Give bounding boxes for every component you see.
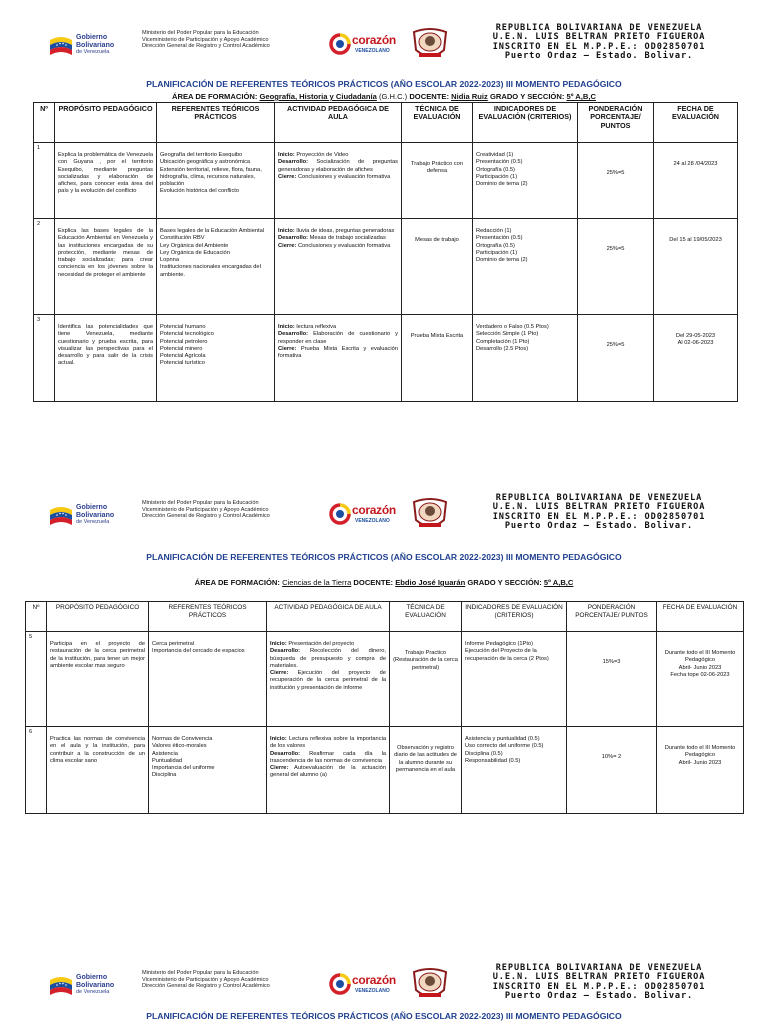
indicador-item: Ortografía (0.5) [476,166,515,173]
school-line: INSCRITO EN EL M.P.P.E.: OD02850701 [492,511,706,522]
actividad-value: lluvia de ideas, preguntas generadoras [296,228,395,234]
tecnica-cell: Trabajo Practico (Restauración de la cerca perimetral) [390,632,462,727]
indicador-item: Desarrollo (2.5 Ptos) [476,345,529,352]
school-line: REPUBLICA BOLIVARIANA DE VENEZUELA [495,23,703,33]
grado-value: 5º A,B,C [543,578,574,587]
actividad-item [270,641,386,648]
docente-value: Ebdio José Iguarán [395,578,466,587]
school-crest-icon [410,26,450,62]
grado-value: 5º A,B,C [566,92,596,101]
gob-line: de Venezuela [76,989,110,995]
actividad-cell [267,727,390,814]
indicadores-cell [462,632,567,727]
school-line: REPUBLICA BOLIVARIANA DE VENEZUELA [495,963,703,973]
actividad-value: lectura reflexiva [296,324,337,330]
corazon-venezolano-logo [328,30,400,60]
ministry-text [142,30,322,50]
gob-line: Bolivariano [76,41,115,49]
planning-table [25,601,744,814]
actividad-item [270,751,386,766]
actividad-item [278,228,398,235]
proposito-cell: Participa en el proyecto de restauración de la cerca perimetral de la institución, para tener un mejor ambiente escolar mas seguro [47,632,149,727]
ministry-line: Ministerio del Poder Popular para la Educación [142,970,259,976]
area-value: Ciencias de la Tierra [282,578,352,587]
indicador-item: Ejecución del Proyecto de la recuperación de la cerca (2 Ptos) [465,648,549,662]
indicador-item: Creatividad (1) [476,152,514,158]
actividad-item [270,736,386,751]
actividad-key: Cierre: [278,173,297,180]
ministry-line: Viceministerio de Participación y Apoyo Académico [142,36,269,43]
indicador-item: Participación (1) [476,249,518,256]
row-number: 6 [26,727,47,814]
tecnica-cell: Prueba Mixta Escrita [402,315,473,402]
fecha-cell [654,143,738,219]
actividad-item [278,324,398,331]
column-header: REFERENTES TEÓRICOS PRÁCTICOS [149,602,267,632]
fecha-item: Durante todo el III Momento Pedagógico [664,745,736,759]
referente-item: Puntualidad [152,757,183,764]
referente-item: Evolución histórica del conflicto [160,188,240,195]
heart-logo-icon [328,32,352,56]
area-label: ÁREA DE FORMACIÓN: [194,578,280,587]
actividad-cell [275,315,402,402]
gobierno-bolivariano-logo [48,30,140,60]
column-header: REFERENTES TEÓRICOS PRÁCTICOS [157,103,275,143]
planning-table [33,102,738,402]
ponderacion-cell: 10%= 2 [567,727,657,814]
actividad-value: Mesas de trabajo socializadas [309,235,386,242]
area-label: ÁREA DE FORMACIÓN: [172,92,258,101]
gobierno-bolivariano-logo [48,970,140,1000]
actividad-key: Inicio: [270,641,287,647]
school-line: REPUBLICA BOLIVARIANA DE VENEZUELA [495,493,703,503]
referente-item: Ubicación geográfica y astronómica [160,159,251,166]
school-line: INSCRITO EN EL M.P.P.E.: OD02850701 [492,41,706,52]
proposito-cell: Explica la problemática de Venezuela con Guyana , por el territorio Esequibo, mediante preguntas socializadas y elaboración de afiches, para conocer esta área del país y la evolución del conflicto [55,143,157,219]
table-header-row [26,602,744,632]
indicador-item: Informe Pedagógico (1Pto) [465,641,533,647]
docente-label: DOCENTE: [409,92,449,101]
grado-label: GRADO Y SECCIÓN: [489,92,565,101]
school-crest-icon [410,966,450,1002]
proposito-cell: Explica las bases legales de la Educación Ambiental en Venezuela y las instituciones encargadas de su protección, mediante mesas de trabajo socializadas; para crear conciencia en los jóvenes sobre la necesidad de proteger el ambiente [55,219,157,315]
column-header: Nº [26,602,47,632]
referentes-cell [157,143,275,219]
row-number: 2 [34,219,55,315]
column-header: INDICADORES DE EVALUACIÓN (CRITERIOS) [473,103,578,143]
actividad-value: Recolección del dinero, búsqueda de presupuesto y compra de materiales. [270,648,386,669]
grado-label: GRADO Y SECCIÓN: [467,578,542,587]
actividad-value: Socialización de preguntas generadoras y elaboración de afiches [278,159,398,173]
area-extra: (G.H.C.) [378,92,408,101]
ponderacion-cell: 15%=3 [567,632,657,727]
row-number: 5 [26,632,47,727]
actividad-value: Conclusiones y evaluación formativa [297,173,391,180]
area-value: Geografía, Historia y Ciudadanía [259,92,377,101]
fecha-item: Fecha tope 02-06-2023 [670,671,730,678]
row-number: 3 [34,315,55,402]
indicador-item: Presentación (0.5) [476,159,523,166]
gobierno-bolivariano-logo [48,500,140,530]
actividad-item [278,174,398,181]
referente-item: Potencial Agrícola [160,353,206,360]
heart-logo-icon [328,502,352,526]
indicador-item: Uso correcto del uniforme (0.5) [465,743,544,750]
indicadores-cell [473,219,578,315]
referente-item: Normas de Convivencia [152,736,213,742]
actividad-key: Inicio: [278,324,295,330]
actividad-value: Ejecución del proyecto de recuperación de la cerca perimetral de la institución y presentación de informe [270,670,386,691]
tecnica-cell: Observación y registro diario de las actitudes de la alumno durante su permanencia en el aula [390,727,462,814]
school-info [474,494,724,531]
referente-item: Potencial turístico [160,360,205,367]
table-header-row [34,103,738,143]
column-header: FECHA DE EVALUACIÓN [657,602,744,632]
fecha-item: Abril- Junio 2023 [678,759,722,766]
referente-item: Lopnna [160,257,179,264]
school-line: U.E.N. LUIS BELTRAN PRIETO FIGUEROA [492,502,706,513]
actividad-key: Cierre: [278,345,297,352]
docente-value: Nidia Ruiz [451,92,488,101]
actividad-key: Inicio: [278,152,295,158]
referente-item: Bases legales de la Educación Ambiental [160,228,265,234]
indicador-item: Dominio de tema (2) [476,181,528,188]
corazon-text: corazón [352,503,396,517]
school-line: Puerto Ordaz – Estado. Bolivar. [504,50,694,61]
ministry-text [142,500,322,520]
actividad-item [278,346,398,361]
row-number: 1 [34,143,55,219]
referente-item: Potencial petrolero [160,338,208,345]
page-header [0,492,768,538]
docente-label: DOCENTE: [353,578,394,587]
actividad-value: Elaboración de cuestionario y responder en clase [278,331,398,345]
ministry-line: Ministerio del Poder Popular para la Educación [142,500,259,506]
actividad-key: Cierre: [270,765,289,772]
gob-line: Gobierno [76,34,108,41]
actividad-value: Autoevaluación de la actuación general del alumno (a) [270,765,386,779]
ministry-line: Ministerio del Poder Popular para la Educación [142,30,259,36]
referente-item: Potencial minero [160,345,203,352]
column-header: INDICADORES DE EVALUACIÓN (CRITERIOS) [462,602,567,632]
referente-item: Potencial humano [160,324,206,330]
referente-item: Importancia del uniforme [152,765,215,772]
school-line: INSCRITO EN EL M.P.P.E.: OD02850701 [492,981,706,992]
column-header: TÉCNICA DE EVALUACIÓN [390,602,462,632]
school-info [474,964,724,1001]
actividad-value: Prueba Mixta Escrita y evaluación formativa [278,345,398,360]
ministry-line: Dirección General de Registro y Control Académico [142,513,270,520]
indicador-item: Asistencia y puntualidad (0.5) [465,736,540,742]
indicador-item: Disciplina (0.5) [465,750,503,757]
actividad-item [270,765,386,780]
proposito-cell: Identifica las potencialidades que tiene Venezuela, mediante cuestionario y prueba escrita, para visualizar las perspectivas para el desarrollo y para salir de la crisis actual. [55,315,157,402]
actividad-item [278,235,398,242]
actividad-key: Cierre: [270,670,289,677]
ministry-line: Dirección General de Registro y Control Académico [142,983,270,990]
page-header [0,22,768,68]
column-header: TÉCNICA DE EVALUACIÓN [402,103,473,143]
venezuela-flag-icon [48,32,74,58]
actividad-value: Proyección de Video [296,152,349,158]
referente-item: Cerca perimetral [152,641,195,647]
referente-item: Asistencia [152,750,178,757]
fecha-cell [654,219,738,315]
school-line: Puerto Ordaz – Estado. Bolivar. [504,520,694,531]
actividad-value: Reafirmar cada día la trascendencia de las normas de convivencia [270,750,386,764]
actividad-item [278,152,398,159]
actividad-cell [267,632,390,727]
actividad-value: Lectura reflexiva sobre la importancia de los valores [270,736,386,750]
school-crest-icon [410,496,450,532]
actividad-key: Cierre: [278,242,297,249]
indicadores-cell [462,727,567,814]
fecha-cell [654,315,738,402]
gob-line: de Venezuela [76,49,110,55]
actividad-key: Desarrollo: [278,235,309,242]
referente-item: Ley Orgánica del Ambiente [160,242,229,249]
indicador-item: Ortografía (0.5) [476,242,515,249]
column-header: PONDERACIÓN PORCENTAJE/ PUNTOS [578,103,654,143]
fecha-item: 24 al 28 /04/2023 [673,161,718,167]
school-line: Puerto Ordaz – Estado. Bolivar. [504,990,694,1001]
column-header: PONDERACIÓN PORCENTAJE/ PUNTOS [567,602,657,632]
column-header: Nº [34,103,55,143]
indicador-item: Selección Simple (1 Pto) [476,331,539,338]
table-row [34,219,738,315]
actividad-value: Conclusiones y evaluación formativa [297,242,391,249]
gob-line: Gobierno [76,974,108,981]
indicador-item: Redacción (1) [476,228,512,234]
fecha-item: Al 02-06-2023 [677,340,714,347]
corazon-text: corazón [352,33,396,47]
fecha-item: Del 29-05-2023 [675,333,716,339]
referente-item: Importancia del cercado de espacios [152,648,245,655]
fecha-item: Abril- Junio 2023 [678,664,722,671]
page-title: PLANIFICACIÓN DE REFERENTES TEÓRICOS PRÁCTICOS (AÑO ESCOLAR 2022-2023) III MOMENTO PEDAGÓGICO [146,552,622,562]
school-line: U.E.N. LUIS BELTRAN PRIETO FIGUEROA [492,972,706,983]
actividad-key: Inicio: [270,736,287,742]
actividad-key: Desarrollo: [270,750,301,757]
fecha-item: Durante todo el III Momento Pedagógico [664,650,736,664]
page-header [0,962,768,1008]
referente-item: Disciplina [152,772,177,779]
actividad-cell [275,219,402,315]
school-info [474,24,724,61]
indicadores-cell [473,143,578,219]
page-title: PLANIFICACIÓN DE REFERENTES TEÓRICOS PRÁCTICOS (AÑO ESCOLAR 2022-2023) III MOMENTO PEDAGÓGICO [146,79,622,89]
tecnica-cell: Mesas de trabajo [402,219,473,315]
indicador-item: Participación (1) [476,173,518,180]
gob-line: Bolivariano [76,511,115,519]
referentes-cell [157,219,275,315]
ponderacion-cell: 25%=5 [578,219,654,315]
table-row [26,632,744,727]
referente-item: Ley Orgánica de Educación [160,249,230,256]
indicador-item: Completación (1 Pto) [476,338,530,345]
referentes-cell [157,315,275,402]
school-line: U.E.N. LUIS BELTRAN PRIETO FIGUEROA [492,32,706,43]
referente-item: Valores ético-morales [152,743,207,750]
gob-line: de Venezuela [76,519,110,525]
area-line [0,92,768,101]
indicador-item: Presentación (0.5) [476,235,523,242]
fecha-cell [657,632,744,727]
corazon-text: corazón [352,973,396,987]
ministry-text [142,970,322,990]
referente-item: Geografía del territorio Esequibo [160,152,243,158]
referentes-cell [149,727,267,814]
actividad-key: Desarrollo: [278,159,309,166]
column-header: PROPÓSITO PEDAGÓGICO [47,602,149,632]
page-title: PLANIFICACIÓN DE REFERENTES TEÓRICOS PRÁCTICOS (AÑO ESCOLAR 2022-2023) III MOMENTO PEDAGÓGICO [146,1011,622,1021]
heart-logo-icon [328,972,352,996]
column-header: PROPÓSITO PEDAGÓGICO [55,103,157,143]
indicador-item: Verdadero o Falso (0.5 Ptos) [476,324,549,330]
corazon-sub-text: VENEZOLANO [355,48,390,54]
indicador-item: Dominio de tema (2) [476,257,528,264]
ministry-line: Viceministerio de Participación y Apoyo Académico [142,976,269,983]
actividad-item [278,243,398,250]
gob-line: Gobierno [76,504,108,511]
column-header: ACTIVIDAD PEDAGÓGICA DE AULA [275,103,402,143]
proposito-cell: Practica las normas de convivencia en el aula y la institución, para contribuir a la construcción de un clima escolar sano [47,727,149,814]
actividad-item [278,159,398,174]
ministry-line: Viceministerio de Participación y Apoyo Académico [142,506,269,513]
actividad-value: Presentación del proyecto [288,641,355,647]
column-header: ACTIVIDAD PEDAGÓGICA DE AULA [267,602,390,632]
area-line [0,578,768,587]
actividad-key: Inicio: [278,228,295,234]
ministry-line: Dirección General de Registro y Control Académico [142,43,270,50]
indicadores-cell [473,315,578,402]
corazon-sub-text: VENEZOLANO [355,988,390,994]
fecha-item: Del 15 al 19/05/2023 [669,237,722,243]
actividad-key: Desarrollo: [270,648,301,655]
venezuela-flag-icon [48,972,74,998]
actividad-key: Desarrollo: [278,331,309,338]
table-row [34,143,738,219]
corazon-venezolano-logo [328,500,400,530]
referente-item: Constitución RBV [160,235,205,242]
actividad-item [270,648,386,670]
tecnica-cell: Trabajo Práctico con defensa [402,143,473,219]
table-row [34,315,738,402]
gob-line: Bolivariano [76,981,115,989]
table-row [26,727,744,814]
venezuela-flag-icon [48,502,74,528]
corazon-sub-text: VENEZOLANO [355,518,390,524]
column-header: FECHA DE EVALUACIÓN [654,103,738,143]
ponderacion-cell: 25%=5 [578,143,654,219]
referente-item: Potencial tecnológico [160,331,214,338]
ponderacion-cell: 25%=5 [578,315,654,402]
referente-item: Extensión territorial, relieve, flora, fauna, hidrografía, clima, recursos naturales, población [160,166,262,188]
indicador-item: Responsabilidad (0.5) [465,757,521,764]
corazon-venezolano-logo [328,970,400,1000]
actividad-cell [275,143,402,219]
fecha-cell [657,727,744,814]
actividad-item [270,670,386,692]
referentes-cell [149,632,267,727]
actividad-item [278,331,398,346]
referente-item: Instituciones nacionales encargadas del ambiente. [160,264,261,278]
